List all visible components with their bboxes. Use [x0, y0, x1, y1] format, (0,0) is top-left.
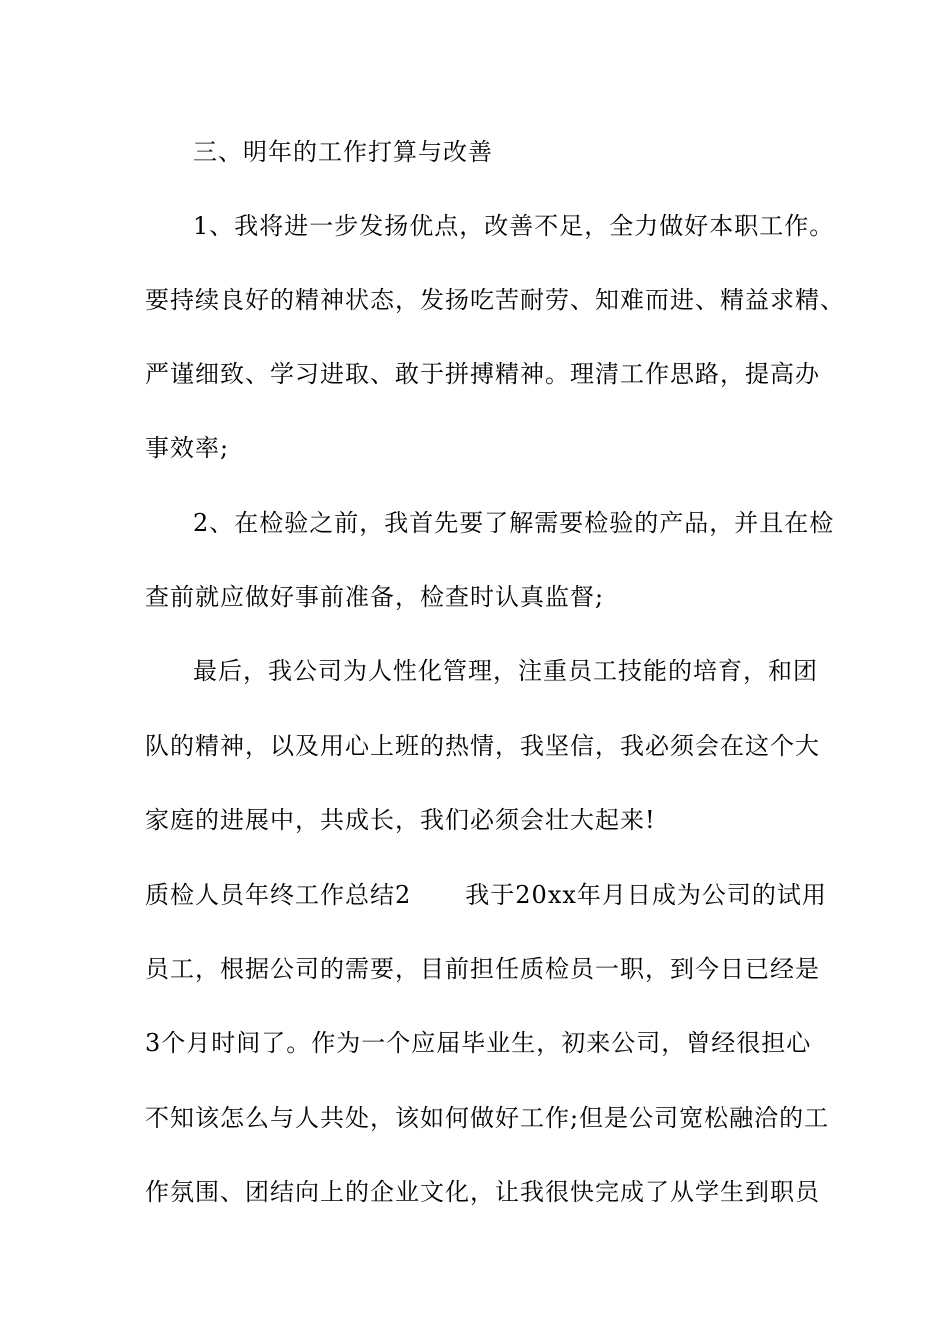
paragraph-line: 3个月时间了。作为一个应届毕业生，初来公司，曾经很担心: [145, 1029, 812, 1057]
paragraph-line: 要持续良好的精神状态，发扬吃苦耐劳、知难而进、精益求精、: [145, 286, 845, 314]
paragraph-line: 查前就应做好事前准备，检查时认真监督;: [145, 583, 605, 611]
paragraph-line: 严谨细致、学习进取、敢于拼搏精神。理清工作思路，提高办: [145, 360, 820, 388]
paragraph-line: 我于20xx年月日成为公司的试用: [465, 881, 827, 909]
paragraph-line: 不知该怎么与人共处，该如何做好工作;但是公司宽松融洽的工: [145, 1104, 830, 1132]
summary-title: 质检人员年终工作总结2: [145, 881, 412, 909]
paragraph-line: 最后，我公司为人性化管理，注重员工技能的培育，和团: [193, 657, 818, 685]
summary-title-line: [145, 880, 827, 910]
paragraph-line: 作氛围、团结向上的企业文化，让我很快完成了从学生到职员: [145, 1178, 820, 1206]
section-heading: 三、明年的工作打算与改善: [193, 138, 493, 166]
paragraph-line: 家庭的进展中，共成长，我们必须会壮大起来!: [145, 806, 656, 834]
paragraph-line: 2、在检验之前，我首先要了解需要检验的产品，并且在检: [193, 509, 835, 537]
paragraph-line: 1、我将进一步发扬优点，改善不足，全力做好本职工作。: [193, 212, 835, 240]
paragraph-line: 事效率;: [145, 434, 230, 462]
paragraph-line: 员工，根据公司的需要，目前担任质检员一职，到今日已经是: [145, 955, 820, 983]
paragraph-line: 队的精神，以及用心上班的热情，我坚信，我必须会在这个大: [145, 732, 820, 760]
